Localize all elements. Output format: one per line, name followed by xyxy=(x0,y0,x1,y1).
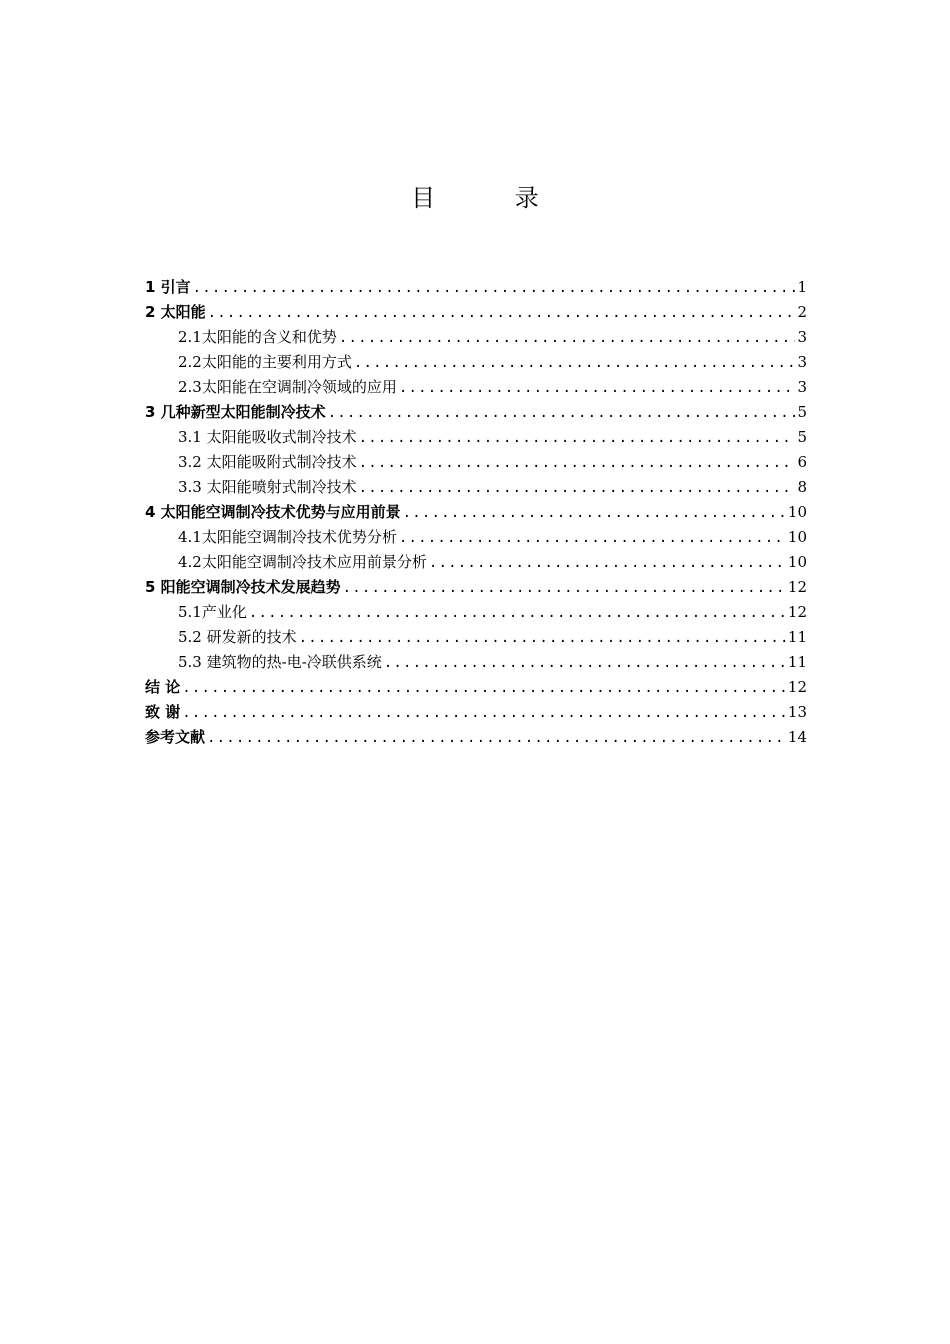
toc-page-number: 10 xyxy=(787,503,807,521)
toc-leader-dots xyxy=(299,626,786,651)
toc-page-number: 3 xyxy=(797,378,807,396)
toc-entry-label: 1 引言 xyxy=(145,278,191,296)
toc-entry-label: 参考文献 xyxy=(145,728,206,746)
toc-entry-references xyxy=(145,725,807,750)
toc-page-number: 3 xyxy=(797,353,807,371)
toc-leader-dots xyxy=(399,526,786,551)
toc-leader-dots xyxy=(354,351,796,376)
toc-leader-dots xyxy=(208,301,796,326)
toc-leader-dots xyxy=(207,726,786,751)
toc-entry-2-1 xyxy=(145,325,807,350)
toc-leader-dots xyxy=(343,576,786,601)
toc-entry-cooling-technologies xyxy=(145,400,807,425)
toc-page-number: 5 xyxy=(797,403,807,421)
toc-entry-5-1 xyxy=(145,600,807,625)
toc-entry-label: 2.3太阳能在空调制冷领域的应用 xyxy=(178,378,397,396)
toc-entry-label: 4 太阳能空调制冷技术优势与应用前景 xyxy=(145,503,401,521)
toc-leader-dots xyxy=(193,276,796,301)
toc-page-number: 14 xyxy=(787,728,807,746)
toc-page-number: 10 xyxy=(787,528,807,546)
toc-page-number: 1 xyxy=(797,278,807,296)
toc-entry-label: 2.1太阳能的含义和优势 xyxy=(178,328,337,346)
toc-page-number: 5 xyxy=(797,428,807,446)
toc-entry-development-trends xyxy=(145,575,807,600)
toc-entry-label: 2.2太阳能的主要利用方式 xyxy=(178,353,352,371)
toc-entry-label: 5.3 建筑物的热-电-冷联供系统 xyxy=(178,653,382,671)
toc-entry-label: 3.1 太阳能吸收式制冷技术 xyxy=(178,428,357,446)
toc-page-number: 8 xyxy=(797,478,807,496)
toc-entry-advantages-prospects xyxy=(145,500,807,525)
toc-entry-3-1 xyxy=(145,425,807,450)
toc-page-number: 12 xyxy=(787,578,807,596)
toc-entry-3-3 xyxy=(145,475,807,500)
toc-entry-label: 4.2太阳能空调制冷技术应用前景分析 xyxy=(178,553,427,571)
toc-entry-label: 5 阳能空调制冷技术发展趋势 xyxy=(145,578,341,596)
toc-entry-4-2 xyxy=(145,550,807,575)
toc-entry-solar-energy xyxy=(145,300,807,325)
toc-page-number: 10 xyxy=(787,553,807,571)
toc-entry-label: 结 论 xyxy=(145,678,181,696)
toc-entry-label: 3.3 太阳能喷射式制冷技术 xyxy=(178,478,357,496)
toc-leader-dots xyxy=(359,476,796,501)
toc-entry-label: 3.2 太阳能吸附式制冷技术 xyxy=(178,453,357,471)
toc-entry-label: 4.1太阳能空调制冷技术优势分析 xyxy=(178,528,397,546)
toc-leader-dots xyxy=(403,501,786,526)
toc-leader-dots xyxy=(328,401,796,426)
toc-entry-5-2 xyxy=(145,625,807,650)
toc-leader-dots xyxy=(359,426,796,451)
toc-entry-4-1 xyxy=(145,525,807,550)
table-of-contents xyxy=(145,275,807,750)
toc-entry-conclusion xyxy=(145,675,807,700)
toc-page-number: 13 xyxy=(787,703,807,721)
toc-page-number: 6 xyxy=(797,453,807,471)
toc-entry-2-3 xyxy=(145,375,807,400)
toc-entry-label: 3 几种新型太阳能制冷技术 xyxy=(145,403,326,421)
toc-leader-dots xyxy=(384,651,786,676)
toc-page-number: 11 xyxy=(787,653,807,671)
toc-entry-label: 致 谢 xyxy=(145,703,181,721)
toc-page-number: 3 xyxy=(797,328,807,346)
toc-entry-acknowledgements xyxy=(145,700,807,725)
toc-leader-dots xyxy=(429,551,786,576)
toc-entry-label: 5.2 研发新的技术 xyxy=(178,628,297,646)
toc-title: 目 录 xyxy=(411,184,575,212)
toc-entry-5-3 xyxy=(145,650,807,675)
toc-entry-label: 5.1产业化 xyxy=(178,603,247,621)
toc-page-number: 12 xyxy=(787,678,807,696)
toc-leader-dots xyxy=(249,601,786,626)
toc-entry-3-2 xyxy=(145,450,807,475)
toc-page-number: 12 xyxy=(787,603,807,621)
toc-leader-dots xyxy=(182,701,786,726)
toc-page-number: 2 xyxy=(797,303,807,321)
toc-leader-dots xyxy=(182,676,786,701)
toc-leader-dots xyxy=(399,376,796,401)
toc-leader-dots xyxy=(359,451,796,476)
toc-entry-label: 2 太阳能 xyxy=(145,303,206,321)
toc-entry-2-2 xyxy=(145,350,807,375)
toc-leader-dots xyxy=(339,326,796,351)
toc-page-number: 11 xyxy=(787,628,807,646)
toc-entry-introduction xyxy=(145,275,807,300)
